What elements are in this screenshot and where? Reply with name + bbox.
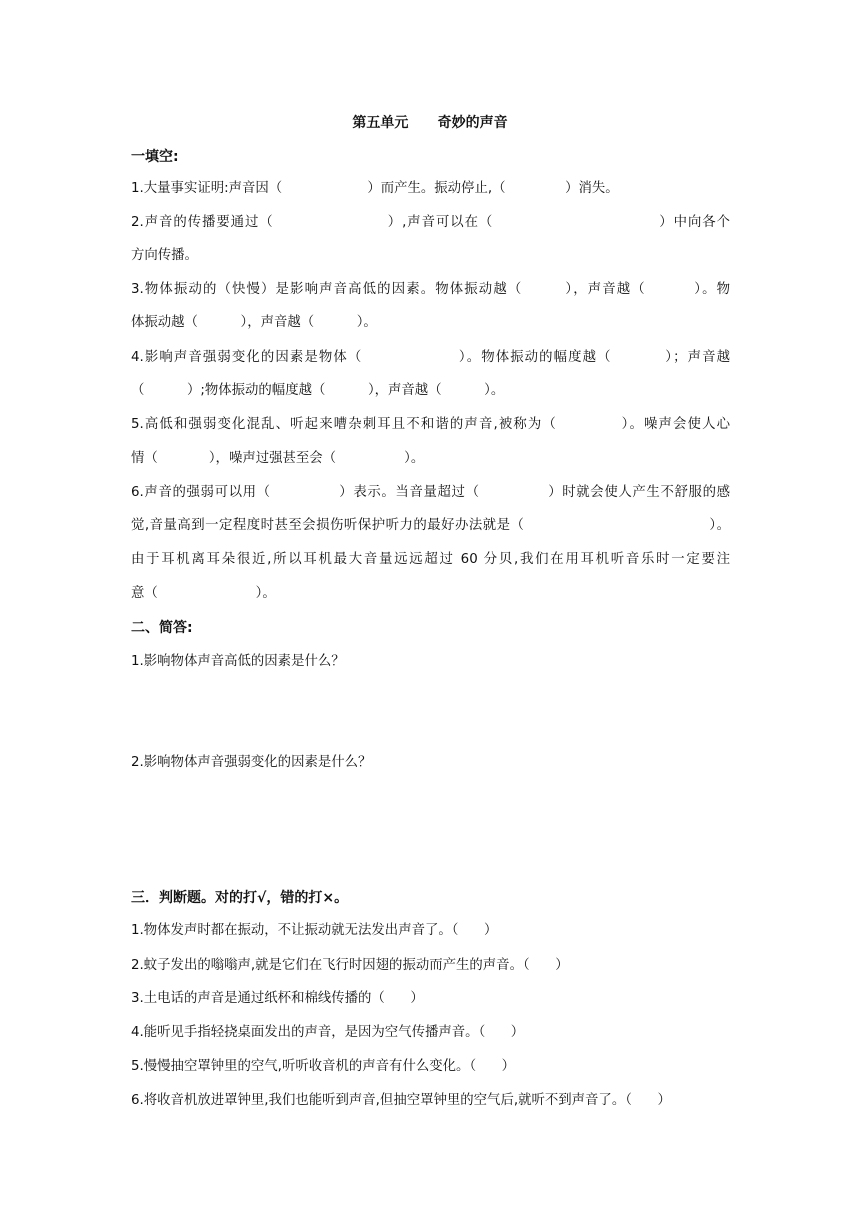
- judge-item-3: 3.土电话的声音是通过纸杯和棉线传播的（ ）: [131, 991, 424, 1006]
- fill-line-13: 意（ ）。: [131, 586, 276, 601]
- short-answer-1: 1.影响物体声音高低的因素是什么？: [131, 654, 345, 669]
- fill-line-12: 由于耳机离耳朵很近,所以耳机最大音量远远超过 60 分贝,我们在用耳机听音乐时一定要注: [131, 552, 730, 567]
- section3-heading: 三．判断题。对的打√，错的打×。: [131, 890, 349, 906]
- fill-line-1: 1.大量事实证明:声音因（ ）而产生。振动停止,（ ）消失。: [131, 181, 619, 196]
- judge-item-5: 5.慢慢抽空罩钟里的空气,听听收音机的声音有什么变化。（ ）: [131, 1059, 516, 1074]
- fill-line-5: 体振动越（ ），声音越（ ）。: [131, 315, 377, 330]
- fill-line-10: 6.声音的强弱可以用（ ）表示。当音量超过（ ）时就会使人产生不舒服的感: [131, 485, 730, 500]
- short-answer-2: 2.影响物体声音强弱变化的因素是什么？: [131, 755, 372, 770]
- fill-line-9: 情（ ），噪声过强甚至会（ ）。: [131, 451, 425, 466]
- fill-line-4: 3.物体振动的（快慢）是影响声音高低的因素。物体振动越（ ），声音越（ ）。物: [131, 282, 730, 297]
- judge-item-1: 1.物体发声时都在振动，不让振动就无法发出声音了。（ ）: [131, 923, 498, 938]
- fill-line-3: 方向传播。: [131, 248, 198, 263]
- section1-heading: 一填空:: [131, 149, 179, 165]
- fill-line-7: （ ）;物体振动的幅度越（ ），声音越（ ）。: [131, 383, 505, 398]
- fill-line-2: 2.声音的传播要通过（ ）,声音可以在（ ）中向各个: [131, 215, 730, 230]
- judge-item-4: 4.能听见手指轻挠桌面发出的声音，是因为空气传播声音。（ ）: [131, 1025, 525, 1040]
- fill-line-6: 4.影响声音强弱变化的因素是物体（ ）。物体振动的幅度越（ ）；声音越: [131, 350, 730, 365]
- page-title: 第五单元 奇妙的声音: [352, 115, 508, 131]
- section2-heading: 二、简答:: [131, 620, 193, 636]
- judge-item-6: 6.将收音机放进罩钟里,我们也能听到声音,但抽空罩钟里的空气后,就听不到声音了。（ ）: [131, 1093, 671, 1108]
- judge-item-2: 2.蚊子发出的嗡嗡声,就是它们在飞行时因翅的振动而产生的声音。（ ）: [131, 958, 569, 973]
- fill-line-11: 觉,音量高到一定程度时甚至会损伤听保护听力的最好办法就是（ ）。: [131, 518, 730, 533]
- fill-line-8: 5.高低和强弱变化混乱、听起来嘈杂刺耳且不和谐的声音,被称为（ ）。噪声会使人心: [131, 417, 730, 432]
